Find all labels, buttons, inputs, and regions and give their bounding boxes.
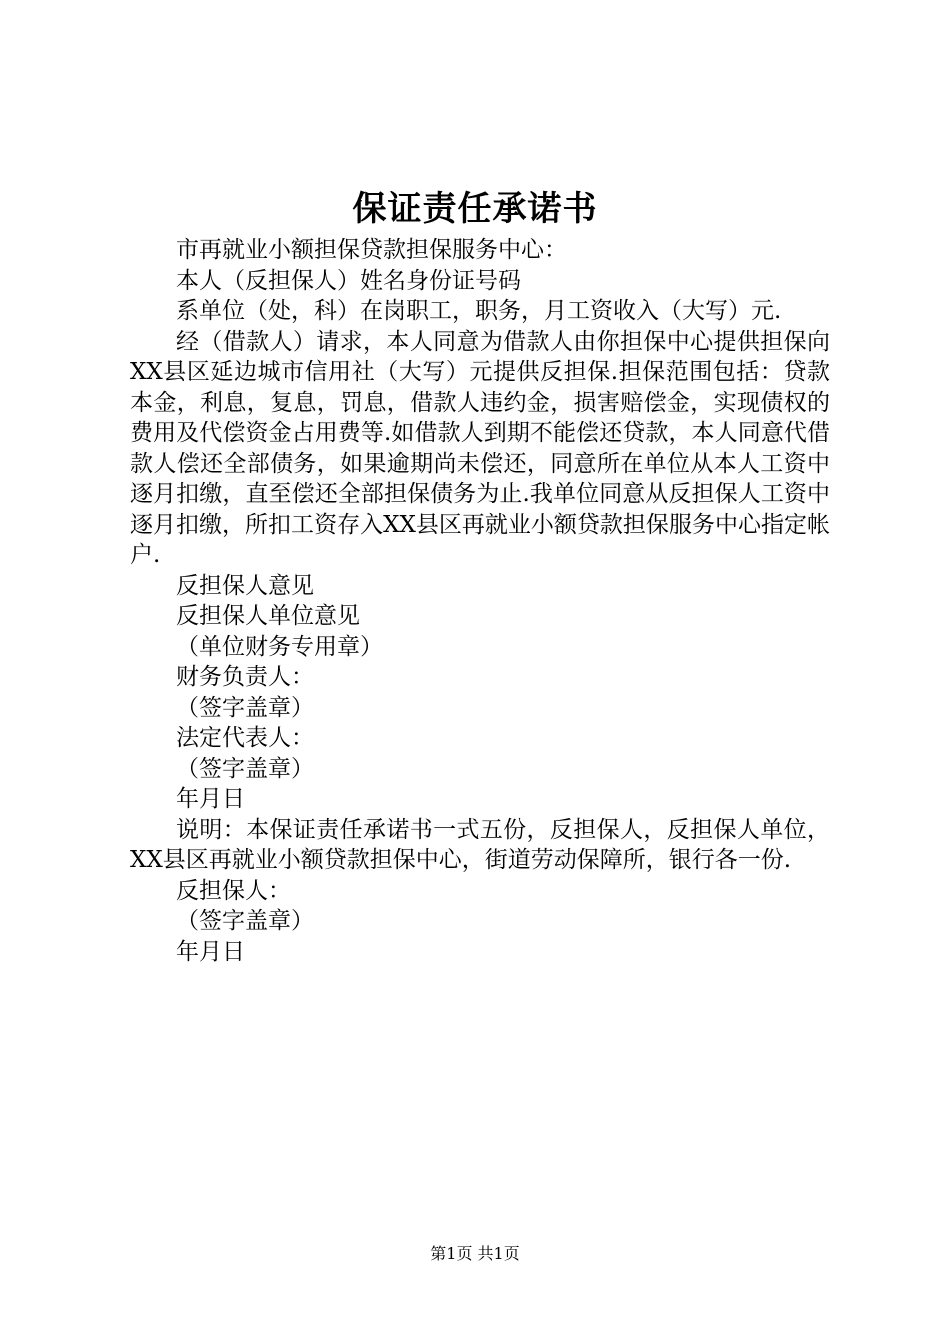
- paragraph-employment: 系单位（处，科）在岗职工，职务，月工资收入（大写）元.: [176, 298, 782, 324]
- paragraph-guarantor-sign: 反担保人：: [176, 877, 291, 904]
- page-footer: 第1页 共1页: [430, 1244, 520, 1263]
- document-body: [130, 235, 830, 967]
- paragraph-finance-head: 财务负责人：: [176, 664, 314, 690]
- paragraph-guarantor-opinion: 反担保人意见: [176, 572, 314, 599]
- paragraph-legal-rep: 法定代表人：: [176, 725, 314, 751]
- paragraph-sign-seal-1: （签字盖章）: [176, 694, 314, 721]
- paragraph-date-2: 年月日: [176, 938, 245, 965]
- paragraph-date-1: 年月日: [176, 786, 245, 812]
- paragraph-sign-seal-2: （签字盖章）: [176, 755, 314, 782]
- document-title: 保证责任承诺书: [352, 189, 598, 229]
- paragraph-sign-seal-3: （签字盖章）: [176, 908, 314, 934]
- paragraph-finance-seal: （单位财务专用章）: [176, 633, 383, 660]
- paragraph-guarantee-terms: 经（借款人）请求，本人同意为借款人由你担保中心提供担保向XX县区延边城市信用社（大写）元提供反担保.担保范围包括：贷款本金，利息，复息，罚息，借款人违约金，损害赔偿金，实现债权的费用及代偿资金占用费等.如借款人到期不能偿还贷款，本人同意代借款人偿还全部债务，如果逾期尚未偿还，同意所在单位从本人工资中逐月扣缴，直至偿还全部担保债务为止.我单位同意从反担保人工资中逐月扣缴，所扣工资存入XX县区再就业小额贷款担保服务中心指定帐户.: [130, 328, 830, 568]
- paragraph-note: 说明：本保证责任承诺书一式五份，反担保人，反担保人单位，XX县区再就业小额贷款担保中心，街道劳动保障所，银行各一份.: [130, 816, 830, 873]
- paragraph-unit-opinion: 反担保人单位意见: [176, 603, 360, 629]
- paragraph-guarantor-identity: 本人（反担保人）姓名身份证号码: [176, 267, 521, 294]
- paragraph-addressee: 市再就业小额担保贷款担保服务中心：: [176, 237, 567, 263]
